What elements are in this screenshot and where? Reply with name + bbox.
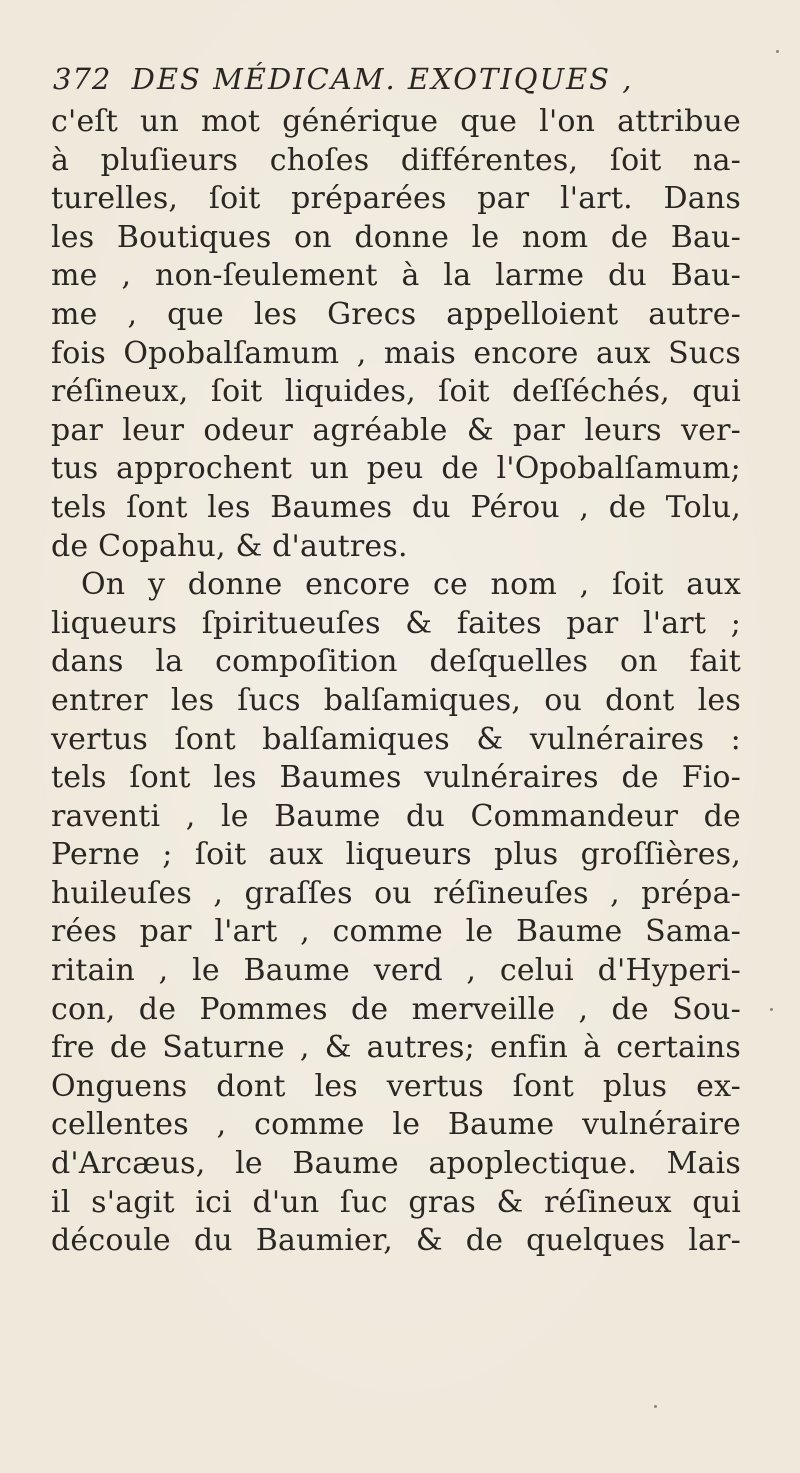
text-line: cellentes , comme le Baume vulnéraire [51, 1107, 741, 1143]
text-line: raventi , le Baume du Commandeur de [51, 798, 741, 834]
page-number: 372 [53, 62, 112, 96]
text-line: rées par l'art , comme le Baume Sama- [51, 914, 741, 950]
text-line: turelles, ſoit préparées par l'art. Dans [51, 181, 741, 217]
text-line: découle du Baumier, & de quelques lar- [51, 1223, 741, 1259]
text-line: d'Arcæus, le Baume apoplectique. Mais [51, 1146, 741, 1182]
text-line: ritain , le Baume verd , celui d'Hyperi- [51, 953, 741, 989]
paper-speck [776, 50, 779, 53]
text-line: liqueurs ſpiritueuſes & faites par l'art ; [51, 605, 741, 641]
text-line: réſineux, ſoit liquides, ſoit deſſéchés, qui [51, 374, 741, 410]
paper-speck [654, 1405, 657, 1408]
text-line: c'eſt un mot générique que l'on attribue [51, 104, 741, 139]
text-line: il s'agit ici d'un ſuc gras & réſineux qui [51, 1184, 741, 1220]
text-line: dans la compoſition deſquelles on fait [51, 644, 741, 680]
text-line: Perne ; ſoit aux liqueurs plus groſſières, [51, 837, 741, 873]
body-text [51, 103, 741, 1261]
text-line: me , non-ſeulement à la larme du Bau- [51, 258, 741, 294]
text-line: tels ſont les Baumes vulnéraires de Fio- [51, 760, 741, 796]
text-line: On y donne encore ce nom , ſoit aux [81, 567, 741, 603]
text-line: fois Opobalſamum , mais encore aux Sucs [51, 335, 741, 371]
text-line: par leur odeur agréable & par leurs ver- [51, 412, 741, 448]
text-line: vertus ſont balſamiques & vulnéraires : [51, 721, 741, 757]
text-line: fre de Saturne , & autres; enfin à certains [51, 1030, 741, 1066]
text-line: huileuſes , graſſes ou réſineuſes , prépa- [51, 875, 741, 911]
text-line: tels ſont les Baumes du Pérou , de Tolu, [51, 489, 741, 525]
running-title: DES MÉDICAM. EXOTIQUES , [131, 62, 634, 96]
paper-speck [770, 1008, 773, 1011]
text-line: les Boutiques on donne le nom de Bau- [51, 219, 741, 255]
text-line: tus approchent un peu de l'Opobalſamum; [51, 451, 741, 487]
text-line: me , que les Grecs appelloient autre- [51, 296, 741, 332]
running-head [53, 62, 753, 96]
text-line: Onguens dont les vertus ſont plus ex- [51, 1068, 741, 1104]
text-line: con, de Pommes de merveille , de Sou- [51, 991, 741, 1027]
text-line: de Copahu, & d'autres. [51, 528, 408, 564]
text-line: entrer les ſucs balſamiques, ou dont les [51, 682, 741, 718]
text-line: à pluſieurs choſes différentes, ſoit na- [51, 142, 741, 178]
